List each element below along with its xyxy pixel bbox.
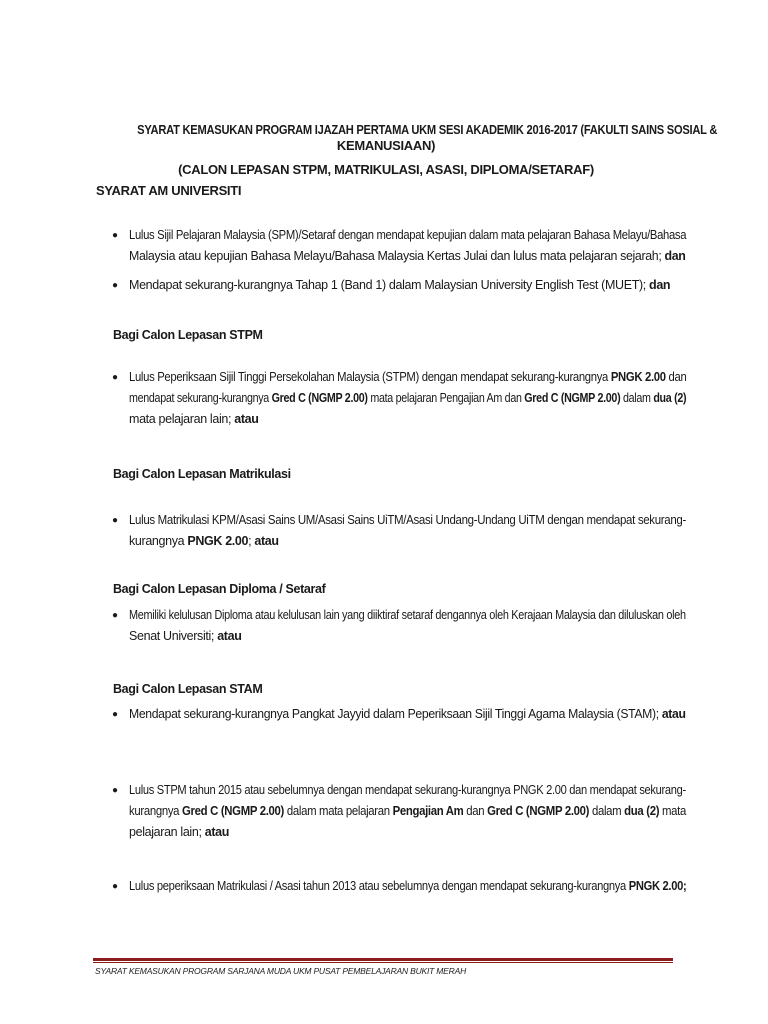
- general-requirements-title: SYARAT AM UNIVERSITI: [96, 183, 242, 198]
- bullet-icon: ●: [112, 709, 118, 720]
- footer-rule-thin: [93, 962, 673, 963]
- document-page: SYARAT KEMASUKAN PROGRAM IJAZAH PERTAMA UKM SESI AKADEMIK 2016-2017 (FAKULTI SAINS SOSIAL & KEMANUSIAAN) (CALON LEPASAN STPM, MATRIKULASI, ASASI, DIPLOMA/SETARAF) SYARAT AM UNIVERSITI ● Lulus Sijil Pelajaran Malaysia (SPM)/Setaraf dengan mendapat kepujian dalam mata pelajaran Bahasa Melayu/Bahasa Malaysia atau kepujian Bahasa Melayu/Bahasa Malaysia Kertas Julai dan lulus mata pelajaran sejarah; dan ● Mendapat sekurang-kurangnya Tahap 1 (Band 1) dalam Malaysian University English Test (MUET); dan Bagi Calon Lepasan STPM ● Lulus Peperiksaan Sijil Tinggi Persekolahan Malaysia (STPM) dengan mendapat sekurang-kurangnya PNGK 2.00 dan mendapat sekurang-kurangnya Gred C (NGMP 2.00) mata pelajaran Pengajian Am dan Gred C (NGMP 2.00) dalam dua (2) mata pelajaran lain; atau Bagi Calon Lepasan Matrikulasi ● Lulus Matrikulasi KPM/Asasi Sains UM/Asasi Sains UiTM/Asasi Undang-Undang UiTM dengan mendapat sekurang- kurangnya PNGK 2.00; atau Bagi Calon Lepasan Diploma / Setaraf ● Memiliki kelulusan Diploma atau kelulusan lain yang diiktiraf setaraf dengannya oleh Kerajaan Malaysia dan diluluskan oleh Senat Universiti; atau Bagi Calon Lepasan STAM ● Mendapat sekurang-kurangnya Pangkat Jayyid dalam Peperiksaan Sijil Tinggi Agama Malaysia (STAM); atau ● Lulus STPM tahun 2015 atau sebelumnya dengan mendapat sekurang-kurangnya PNGK 2.00 dan mendapat sekurang- kurangnya Gred C (NGMP 2.00) dalam mata pelajaran Pengajian Am dan Gred C (NGMP 2.00) dalam dua (2) mata pelajaran lain; atau ● Lulus peperiksaan Matrikulasi / Asasi tahun 2013 atau sebelumnya dengan mendapat sekurang-kurangnya PNGK 2.00; SYARAT KEMASUKAN PROGRAM SARJANA MUDA UKM PUSAT PEMBELAJARAN BUKIT MERAH: [95, 122, 718, 976]
- heading-line-3: (CALON LEPASAN STPM, MATRIKULASI, ASASI, DIPLOMA/SETARAF): [178, 162, 594, 177]
- footer-text: SYARAT KEMASUKAN PROGRAM SARJANA MUDA UKM PUSAT PEMBELAJARAN BUKIT MERAH: [95, 966, 467, 976]
- section-title-stam: Bagi Calon Lepasan STAM: [113, 682, 263, 696]
- bullet-icon: ●: [112, 515, 118, 526]
- bullet-icon: ●: [112, 610, 118, 621]
- document-heading: [96, 122, 718, 154]
- bullet-icon: ●: [112, 881, 118, 892]
- heading-line-1: SYARAT KEMASUKAN PROGRAM IJAZAH PERTAMA UKM SESI AKADEMIK 2016-2017 (FAKULTI SAINS SOSIAL &: [137, 122, 718, 137]
- footer-rule: [93, 958, 673, 961]
- section-title-stpm: Bagi Calon Lepasan STPM: [113, 328, 263, 342]
- section-title-diploma: Bagi Calon Lepasan Diploma / Setaraf: [113, 582, 326, 596]
- heading-line-2: KEMANUSIAAN): [336, 138, 436, 153]
- bullet-icon: ●: [112, 280, 118, 291]
- bullet-icon: ●: [112, 785, 118, 796]
- section-title-matrikulasi: Bagi Calon Lepasan Matrikulasi: [113, 467, 291, 481]
- bullet-icon: ●: [112, 230, 118, 241]
- bullet-icon: ●: [112, 372, 118, 383]
